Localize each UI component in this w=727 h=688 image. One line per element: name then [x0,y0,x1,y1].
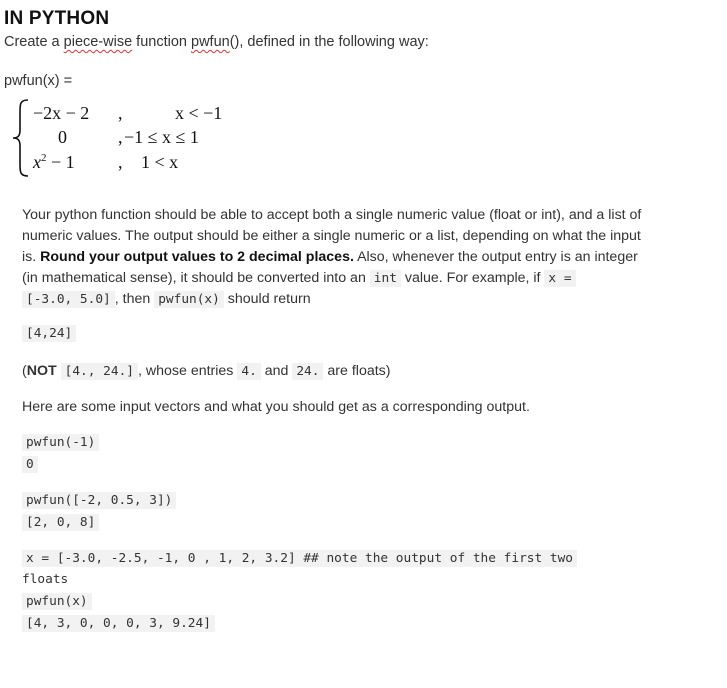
case2-expression: 0 [58,127,67,147]
case2-separator: , [118,127,123,147]
note-end: are floats) [323,363,391,379]
note-mid: , whose entries [137,363,238,379]
subtitle-word-piecewise: piece-wise [63,34,133,50]
curly-brace-icon [10,98,32,178]
assign-line1-code: x = [-3.0, -2.5, -1, 0 , 1, 2, 3.2] ## note the output of the first two [22,550,577,567]
note-code-4: 4. [237,363,260,380]
para-text-4: , then [114,291,155,307]
para-text-5: should return [223,291,311,307]
case2-condition: −1 ≤ x ≤ 1 [124,127,199,147]
para-text-3: value. For example, if [400,270,545,286]
example-result [22,326,76,341]
note-code-floats: [4., 24.] [61,363,138,380]
para-text-1: Your python function should be able to accept both a single numeric value (float or int), and a list of numeric values. The output should be either a single numeric or a list, depending on what the input is. [22,207,642,265]
example2-output [22,515,99,530]
call1-code: pwfun(-1) [22,434,99,451]
code-example-list: [-3.0, 5.0] [22,291,115,308]
case3-expression [33,152,75,173]
inputs-intro: Here are some input vectors and what you should get as a corresponding output. [22,399,530,415]
out2-code: [2, 0, 8] [22,514,99,531]
subtitle [4,34,429,50]
case3-exponent: 2 [41,152,47,164]
call3-code: pwfun(x) [22,593,92,610]
not-floats-note [22,363,391,379]
case3-base: x [33,152,41,172]
subtitle-func-name: pwfun [191,34,230,50]
subtitle-post: (), defined in the following way: [229,34,429,50]
out1-code: 0 [22,456,38,473]
assign-line2-code: floats [22,572,69,587]
example1-output [22,457,38,472]
note-open: ( [22,363,27,379]
code-x-assign: x = [544,270,575,287]
case3-condition: 1 < x [141,152,179,172]
call2-code: pwfun([-2, 0.5, 3]) [22,492,176,509]
instructions-paragraph [22,205,642,310]
out3-code: [4, 3, 0, 0, 0, 3, 9.24] [22,615,215,632]
case1-separator: , [118,103,123,123]
note-code-24: 24. [292,363,323,380]
subtitle-mid: function [132,34,191,50]
example3-assign [22,551,577,566]
example1-call [22,435,99,450]
page-title: IN PYTHON [4,8,110,29]
result-code: [4,24] [22,325,76,342]
code-int: int [370,270,401,287]
case1-expression: −2x − 2 [33,103,90,123]
example3-call [22,594,92,609]
para-bold-rounding: Round your output values to 2 decimal places. [40,249,354,265]
case3-rest: − 1 [46,152,75,172]
example3-assign-wrap [22,572,68,587]
definition-label: pwfun(x) = [4,73,73,89]
subtitle-pre: Create a [4,34,64,50]
note-and: and [260,363,293,379]
case1-condition: x < −1 [175,103,223,123]
example2-call [22,493,176,508]
note-not-bold: NOT [26,363,57,379]
code-call: pwfun(x) [154,291,224,308]
example3-output [22,616,215,631]
case3-separator: , [118,152,123,172]
para-text-2: Also, whenever the output entry is an integer (in mathematical sense), it should be converted into an [22,249,638,286]
